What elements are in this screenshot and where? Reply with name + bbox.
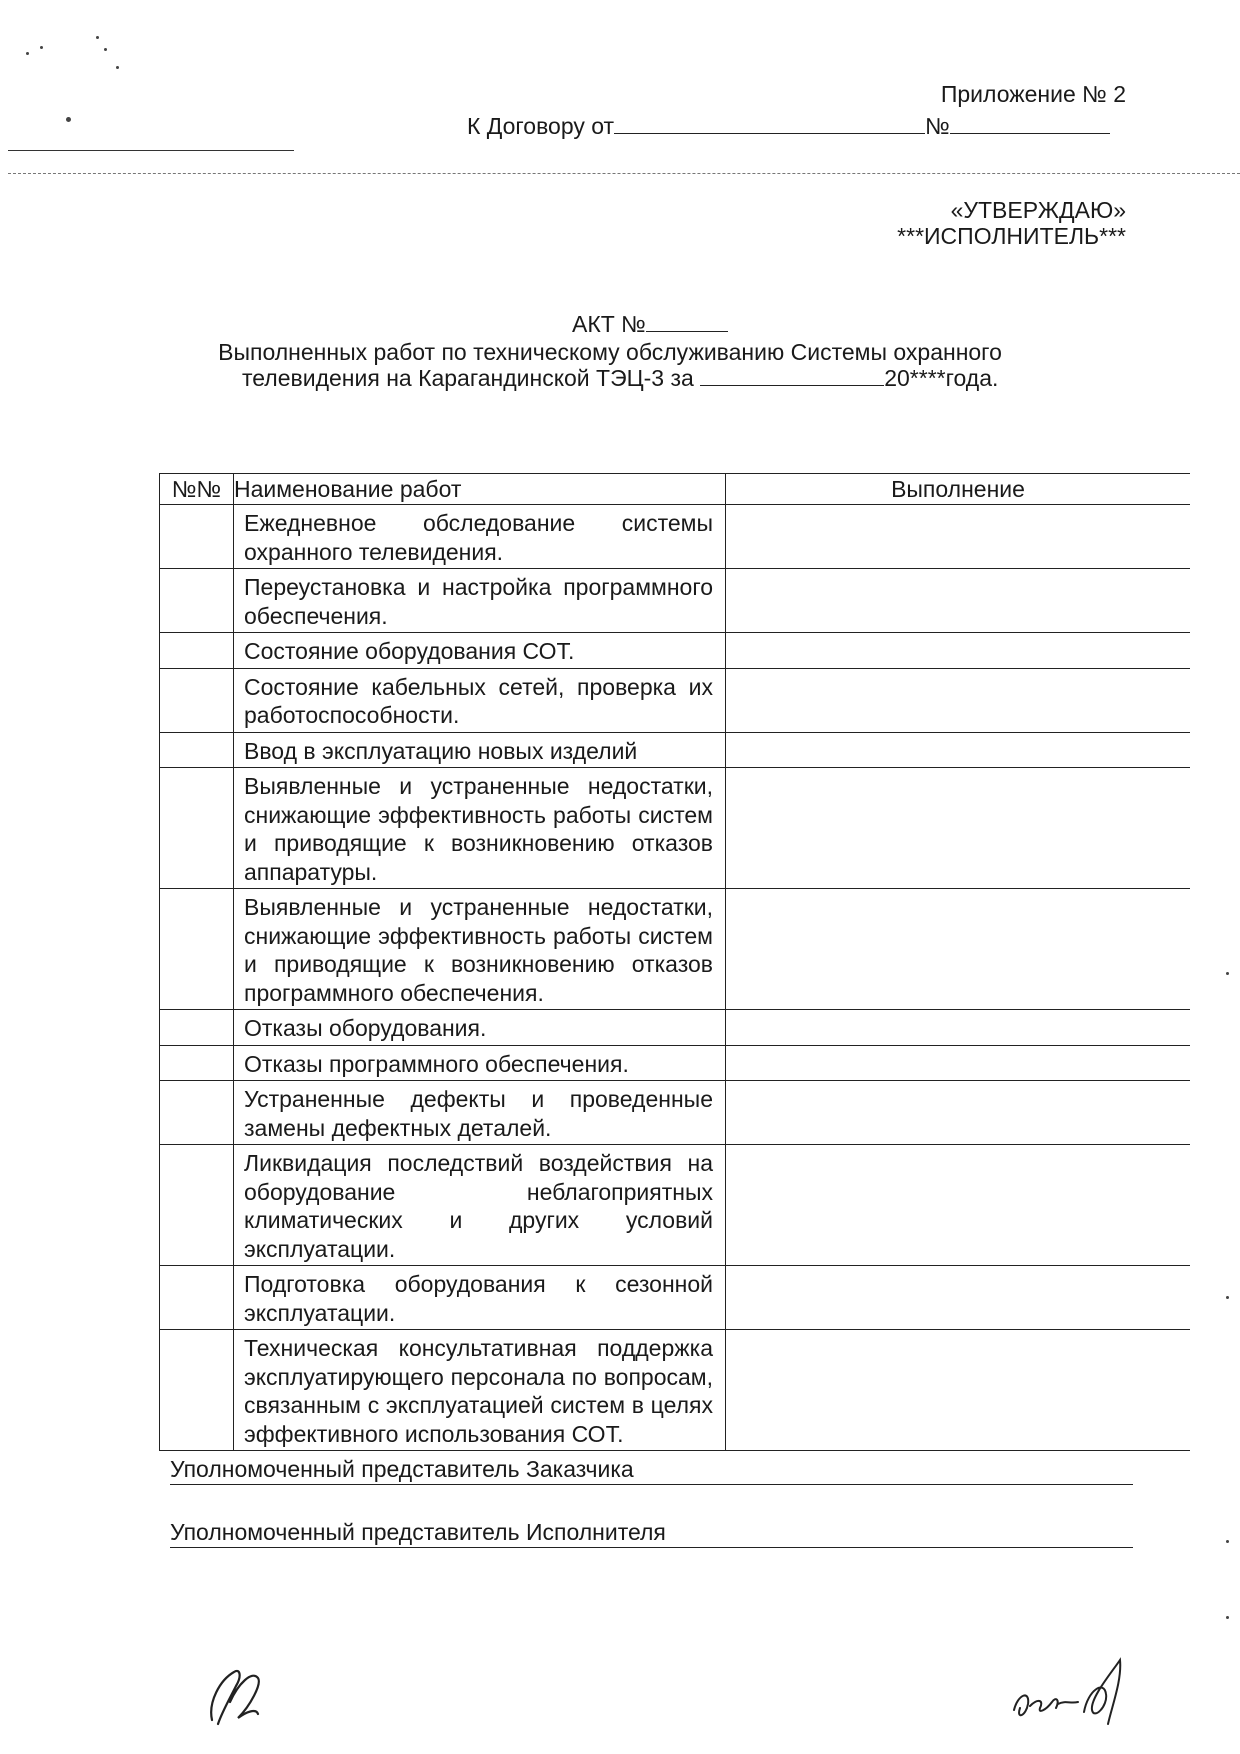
row-work-name: Подготовка оборудования к сезонной эксплуатации.	[234, 1266, 726, 1330]
row-work-name: Ежедневное обследование системы охранного телевидения.	[234, 505, 726, 569]
row-number-cell	[160, 1081, 234, 1145]
scan-speck	[66, 117, 71, 122]
table-row	[160, 1330, 1191, 1451]
row-execution-cell	[726, 569, 1191, 633]
works-table	[159, 473, 1190, 1451]
row-number-cell	[160, 1145, 234, 1266]
row-number-cell	[160, 732, 234, 768]
table-row	[160, 1045, 1191, 1081]
scan-speck	[26, 52, 29, 55]
table-row	[160, 889, 1191, 1010]
handwritten-initials-left	[200, 1662, 280, 1732]
table-row	[160, 633, 1191, 669]
row-number-cell	[160, 889, 234, 1010]
row-number-cell	[160, 505, 234, 569]
row-execution-cell	[726, 889, 1191, 1010]
table-row	[160, 732, 1191, 768]
row-execution-cell	[726, 1330, 1191, 1451]
table-row	[160, 1266, 1191, 1330]
row-execution-cell	[726, 1145, 1191, 1266]
table-row	[160, 505, 1191, 569]
row-number-cell	[160, 668, 234, 732]
row-execution-cell	[726, 633, 1191, 669]
approval-stamp: «УТВЕРЖДАЮ»	[950, 197, 1126, 223]
contractor-signature-line	[170, 1517, 1133, 1548]
row-execution-cell	[726, 1045, 1191, 1081]
row-number-cell	[160, 1045, 234, 1081]
table-row	[160, 1081, 1191, 1145]
header-rule-left	[8, 150, 294, 151]
row-number-cell	[160, 1266, 234, 1330]
row-number-cell	[160, 768, 234, 889]
row-work-name: Техническая консультативная поддержка эксплуатирующего персонала по вопросам, связанным с эксплуатацией систем в целях эффективного использования СОТ.	[234, 1330, 726, 1451]
header-name: Наименование работ	[234, 474, 726, 505]
table-row	[160, 668, 1191, 732]
scan-speck	[1226, 972, 1229, 975]
header-rule-dashed	[8, 173, 1240, 174]
row-execution-cell	[726, 1081, 1191, 1145]
table-header-row	[160, 474, 1191, 505]
row-execution-cell	[726, 1266, 1191, 1330]
act-period-prefix: телевидения на Карагандинской ТЭЦ-3 за	[242, 365, 694, 391]
table-row	[160, 569, 1191, 633]
row-work-name: Выявленные и устраненные недостатки, снижающие эффективность работы систем и приводящие к возникновению отказов аппаратуры.	[234, 768, 726, 889]
row-number-cell	[160, 633, 234, 669]
act-label: АКТ №	[572, 311, 646, 337]
appendix-label: Приложение № 2	[940, 81, 1126, 107]
row-work-name: Переустановка и настройка программного обеспечения.	[234, 569, 726, 633]
row-work-name: Отказы оборудования.	[234, 1010, 726, 1046]
table-row	[160, 1010, 1191, 1046]
row-work-name: Устраненные дефекты и проведенные замены дефектных деталей.	[234, 1081, 726, 1145]
customer-signature-line	[170, 1454, 1133, 1485]
act-title	[572, 310, 728, 338]
customer-representative-label: Уполномоченный представитель Заказчика	[170, 1456, 634, 1482]
row-work-name: Состояние оборудования СОТ.	[234, 633, 726, 669]
row-work-name: Состояние кабельных сетей, проверка их работоспособности.	[234, 668, 726, 732]
contract-date-blank	[614, 113, 925, 134]
contract-prefix: К Договору от	[467, 113, 615, 139]
row-number-cell	[160, 1010, 234, 1046]
scan-speck	[1226, 1616, 1229, 1619]
scan-speck	[1226, 1540, 1229, 1543]
table-row	[160, 768, 1191, 889]
scan-speck	[40, 46, 43, 49]
contract-reference	[467, 112, 1110, 140]
scan-speck	[1226, 1296, 1229, 1299]
act-period-blank	[700, 365, 884, 386]
row-execution-cell	[726, 732, 1191, 768]
row-execution-cell	[726, 768, 1191, 889]
row-work-name: Ввод в эксплуатацию новых изделий	[234, 732, 726, 768]
header-num: №№	[160, 474, 234, 505]
contract-number-blank	[950, 113, 1110, 134]
row-number-cell	[160, 1330, 234, 1451]
act-period-suffix: 20****года.	[884, 365, 999, 391]
act-subtitle-line2	[242, 364, 998, 392]
approval-party: ***ИСПОЛНИТЕЛЬ***	[897, 223, 1126, 249]
row-work-name: Ликвидация последствий воздействия на оборудование неблагоприятных климатических и других условий эксплуатации.	[234, 1145, 726, 1266]
table-row	[160, 1145, 1191, 1266]
act-subtitle-line1: Выполненных работ по техническому обслуживанию Системы охранного	[218, 339, 1002, 365]
row-number-cell	[160, 569, 234, 633]
contract-number-prefix: №	[925, 113, 950, 139]
row-work-name: Выявленные и устраненные недостатки, снижающие эффективность работы систем и приводящие к возникновению отказов программного обеспечения.	[234, 889, 726, 1010]
contractor-representative-label: Уполномоченный представитель Исполнителя	[170, 1519, 666, 1545]
scan-speck	[116, 66, 119, 69]
scan-speck	[104, 48, 107, 51]
row-execution-cell	[726, 505, 1191, 569]
header-execution: Выполнение	[726, 474, 1191, 505]
act-number-blank	[646, 311, 728, 332]
scan-speck	[96, 36, 99, 39]
row-work-name: Отказы программного обеспечения.	[234, 1045, 726, 1081]
row-execution-cell	[726, 1010, 1191, 1046]
handwritten-signature-right	[1008, 1650, 1148, 1730]
row-execution-cell	[726, 668, 1191, 732]
